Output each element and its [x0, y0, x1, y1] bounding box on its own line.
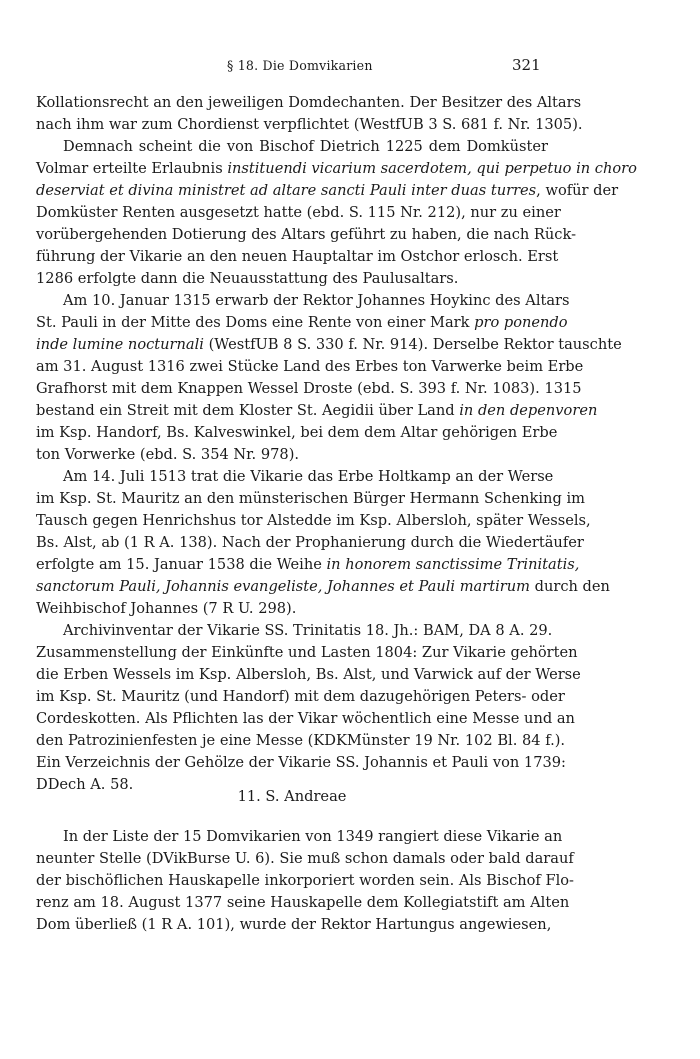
- text-line: [36, 312, 568, 334]
- text-run: renz am 18. August 1377 seine Hauskapelle dem Kollegiatstift am Alten: [36, 894, 570, 911]
- section-text: [36, 826, 574, 936]
- text-run: neunter Stelle (DVikBurse U. 6). Sie muß schon damals oder bald darauf: [36, 850, 574, 867]
- text-run: ton Vorwerke (ebd. S. 354 Nr. 978).: [36, 446, 300, 463]
- italic-phrase: pro ponendo: [474, 314, 568, 331]
- text-run: durch den: [529, 578, 610, 595]
- text-line: [36, 224, 576, 246]
- italic-phrase: in den depenvoren: [459, 402, 598, 419]
- text-run: Weihbischof Johannes (7 R U. 298).: [36, 600, 297, 617]
- text-run: Kollationsrecht an den jeweiligen Domdechanten. Der Besitzer des Altars: [36, 94, 582, 111]
- text-run: Archivinventar der Vikarie SS. Trinitatis 18. Jh.: BAM, DA 8 A. 29.: [63, 622, 553, 639]
- italic-phrase: sanctorum Pauli, Johannis evangeliste, Johannes et Pauli martirum: [36, 578, 530, 595]
- text-line: [36, 158, 637, 180]
- text-line: [36, 246, 559, 268]
- text-run: bestand ein Streit mit dem Kloster St. Aegidii über Land: [36, 402, 460, 419]
- text-run: In der Liste der 15 Domvikarien von 1349 rangiert diese Vikarie an: [63, 828, 563, 845]
- text-run: erfolgte am 15. Januar 1538 die Weihe: [36, 556, 327, 573]
- text-line: [36, 334, 622, 356]
- text-run: St. Pauli in der Mitte des Doms eine Rente von einer Mark: [36, 314, 475, 331]
- text-line: [36, 356, 584, 378]
- text-run: im Ksp. Handorf, Bs. Kalveswinkel, bei dem dem Altar gehörigen Erbe: [36, 424, 558, 441]
- text-line: [36, 136, 548, 158]
- text-run: DDech A. 58.: [36, 776, 134, 793]
- text-line: [36, 848, 574, 870]
- text-run: Am 14. Juli 1513 trat die Vikarie das Erbe Holtkamp an der Werse: [63, 468, 554, 485]
- text-run: die Erben Wessels im Ksp. Albersloh, Bs. Alst, und Varwick auf der Werse: [36, 666, 581, 683]
- text-line: [36, 642, 578, 664]
- text-line: [36, 510, 591, 532]
- text-line: [36, 826, 563, 848]
- text-line: [36, 488, 585, 510]
- text-run: Domküster Renten ausgesetzt hatte (ebd. S. 115 Nr. 212), nur zu einer: [36, 204, 561, 221]
- text-line: [36, 870, 574, 892]
- text-run: führung der Vikarie an den neuen Hauptaltar im Ostchor erlosch. Erst: [36, 248, 559, 265]
- text-run: Tausch gegen Henrichshus tor Alstedde im Ksp. Albersloh, später Wessels,: [36, 512, 591, 529]
- text-line: [36, 892, 570, 914]
- page-header: [0, 58, 700, 82]
- text-run: , wofür der: [536, 182, 619, 199]
- text-run: 1286 erfolgte dann die Neuausstattung des Paulusaltars.: [36, 270, 459, 287]
- text-run: am 31. August 1316 zwei Stücke Land des Erbes ton Varwerke beim Erbe: [36, 358, 584, 375]
- main-text: [36, 92, 637, 796]
- italic-phrase: instituendi vicarium sacerdotem, qui perpetuo in choro: [227, 160, 637, 177]
- italic-phrase: in honorem sanctissime Trinitatis,: [326, 556, 580, 573]
- text-run: Bs. Alst, ab (1 R A. 138). Nach der Prophanierung durch die Wiedertäufer: [36, 534, 584, 551]
- text-run: (WestfUB 8 S. 330 f. Nr. 914). Derselbe Rektor tauschte: [203, 336, 622, 353]
- page-number: 321: [512, 56, 541, 74]
- text-run: im Ksp. St. Mauritz (und Handorf) mit dem dazugehörigen Peters- oder: [36, 688, 565, 705]
- text-line: [36, 532, 584, 554]
- text-line: [36, 914, 552, 936]
- text-line: [36, 422, 558, 444]
- text-run: im Ksp. St. Mauritz an den münsterischen Bürger Hermann Schenking im: [36, 490, 585, 507]
- text-line: [36, 92, 582, 114]
- text-line: [36, 466, 554, 488]
- text-line: [36, 114, 583, 136]
- text-run: Demnach scheint die von Bischof Dietrich 1225 dem Domküster: [63, 138, 548, 155]
- text-line: [36, 686, 565, 708]
- text-run: Cordeskotten. Als Pflichten las der Vikar wöchentlich eine Messe und an: [36, 710, 575, 727]
- text-line: [36, 664, 581, 686]
- text-line: [36, 378, 582, 400]
- text-run: den Patrozinienfesten je eine Messe (KDKMünster 19 Nr. 102 Bl. 84 f.).: [36, 732, 566, 749]
- text-line: [36, 730, 566, 752]
- section-heading: 11. S. Andreae: [237, 788, 347, 805]
- text-line: [36, 444, 548, 466]
- text-run: Dom überließ (1 R A. 101), wurde der Rektor Hartungus angewiesen,: [36, 916, 552, 933]
- text-run: Ein Verzeichnis der Gehölze der Vikarie SS. Johannis et Pauli von 1739:: [36, 754, 566, 771]
- italic-phrase: inde lumine nocturnali: [36, 336, 204, 353]
- text-line: [36, 180, 619, 202]
- text-line: [36, 576, 610, 598]
- text-run: Grafhorst mit dem Knappen Wessel Droste (ebd. S. 393 f. Nr. 1083). 1315: [36, 380, 582, 397]
- text-run: Zusammenstellung der Einkünfte und Lasten 1804: Zur Vikarie gehörten: [36, 644, 578, 661]
- text-line: [36, 202, 561, 224]
- running-title: § 18. Die Domvikarien: [227, 58, 373, 73]
- text-line: [36, 598, 548, 620]
- text-run: Volmar erteilte Erlaubnis: [36, 160, 228, 177]
- text-run: vorübergehenden Dotierung des Altars geführt zu haben, die nach Rück-: [36, 226, 576, 243]
- text-line: [36, 400, 598, 422]
- text-run: nach ihm war zum Chordienst verpflichtet (WestfUB 3 S. 681 f. Nr. 1305).: [36, 116, 583, 133]
- text-line: [36, 752, 566, 774]
- text-line: [36, 620, 553, 642]
- text-line: [36, 268, 548, 290]
- text-run: der bischöflichen Hauskapelle inkorporiert worden sein. Als Bischof Flo-: [36, 872, 574, 889]
- text-line: [36, 554, 580, 576]
- italic-phrase: deserviat et divina ministret ad altare sancti Pauli inter duas turres: [36, 182, 537, 199]
- text-line: [36, 290, 570, 312]
- text-line: [36, 708, 575, 730]
- text-run: Am 10. Januar 1315 erwarb der Rektor Johannes Hoykinc des Altars: [63, 292, 570, 309]
